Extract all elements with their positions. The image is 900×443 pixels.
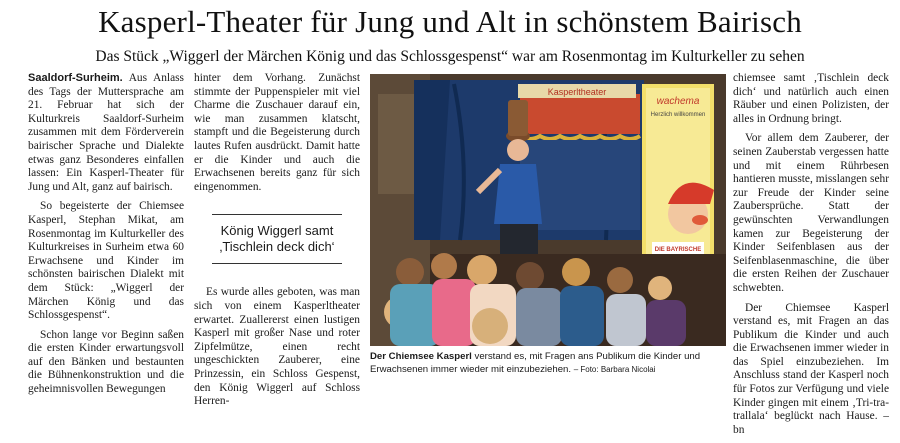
paragraph-text: Der Chiemsee Kasperl verstand es, mit Fragen an das Publikum die Kinder und auch die Erwachsenen immer wieder in das Spiel einzubeziehen. Im Anschluss stand der Kasperl noch für Fotos zur Verfügung und viele Kinder gingen mit einem ‚Tri-tra-trallala‘ beglückt nach Hause. bbox=[733, 301, 889, 423]
paragraph: chiemsee samt ‚Tischlein deck dich‘ und natürlich auch einen Räuber und einen Polizisten, der alles in Ordnung bringt. bbox=[733, 72, 889, 125]
photo-credit: – Foto: Barbara Nicolai bbox=[573, 365, 656, 374]
dateline: Saaldorf-Surheim. bbox=[28, 72, 123, 84]
article-photo bbox=[370, 74, 726, 346]
paragraph: So begeisterte der Chiemsee Kasperl, Stephan Mikat, am Rosenmontag im Kulturkeller des Kulturkreises in Surheim etwa 60 Erwachsene und Kinder im schönsten bairischen Dialekt mit dem Stück: „Wiggerl der Märchen König und das Schlossgespenst“. bbox=[28, 200, 184, 322]
banner-welcome-text: Herzlich willkommen bbox=[650, 112, 706, 118]
paragraph bbox=[28, 72, 184, 194]
caption-bold-text: Der Chiemsee Kasperl bbox=[370, 351, 472, 362]
puppet-theater-photo bbox=[370, 74, 726, 346]
paragraph-text: Aus Anlass des Tags der Muttersprache am 21. Februar hat sich der Kulturkreis Saaldorf-Surheim zusammen mit dem Förderverein bairischer Sprache und Dialekte etwas ganz Besonderes einfallen lassen: Ein Kasperl-Theater für Jung und Alt, ganz auf bairisch. bbox=[28, 72, 184, 193]
article-column-3 bbox=[733, 72, 889, 443]
paragraph: Es wurde alles geboten, was man sich von einem Kasperltheater erwartet. Zuallererst einen lustigen Kasperl mit großer Nase und roter Zipfelmütze, einen recht ungeschickten Zauberer, eine Prinzessin, ein Schloss Gespenst, den König Wiggerl auf Schloss Herren- bbox=[194, 286, 360, 408]
author-signoff: – bn bbox=[733, 410, 889, 436]
paragraph: Vor allem dem Zauberer, der seinen Zauberstab vergessen hatte und mit einem Rührbesen hantieren musste, misslangen sehr zur Freude der Kinder seine Zaubersprüche. Statt der gewünschten Verwandlungen kamen zur Begeisterung der Kinder Seifenblasen aus der Seifenblasenmaschine, die über die ersten Reihen der Zuschauer schwebten. bbox=[733, 132, 889, 294]
article-column-1 bbox=[28, 72, 184, 403]
article-column-2 bbox=[194, 72, 360, 415]
banner-brand-text: wachema bbox=[656, 96, 700, 107]
paragraph bbox=[733, 302, 889, 438]
paragraph: Schon lange vor Beginn saßen die ersten Kinder erwartungsvoll auf den Bänken und bestaunten die Bühnenkonstruktion und die geheimnisvollen Bewegungen bbox=[28, 328, 184, 396]
stage-sign-text: Kasperltheater bbox=[547, 87, 607, 97]
article-subheadline: Das Stück „Wiggerl der Märchen König und das Schlossgespenst“ war am Rosenmontag im Kulturkeller zu sehen bbox=[95, 48, 805, 65]
caption-text: verstand es, mit Fragen ans Publikum die Kinder und Erwachsenen immer wieder mit einzubeziehen. bbox=[370, 351, 701, 375]
photo-caption bbox=[370, 350, 728, 376]
banner-bottom-text: DIE BAYRISCHE bbox=[654, 247, 702, 253]
paragraph: hinter dem Vorhang. Zunächst stimmte der Puppenspieler mit viel Charme die Zuschauer darauf ein, wie man zusammen klatscht, stampft und die Begeisterung durch lautes Rufen ausdrückt. Damit hatte er die Kinder und auch die Erwachsenen bereits ganz für sich eingenommen. bbox=[194, 72, 360, 193]
pull-quote: König Wiggerl samt ‚Tischlein deck dich‘ bbox=[212, 214, 342, 264]
article-headline: Kasperl-Theater für Jung und Alt in schönstem Bairisch bbox=[98, 4, 802, 39]
